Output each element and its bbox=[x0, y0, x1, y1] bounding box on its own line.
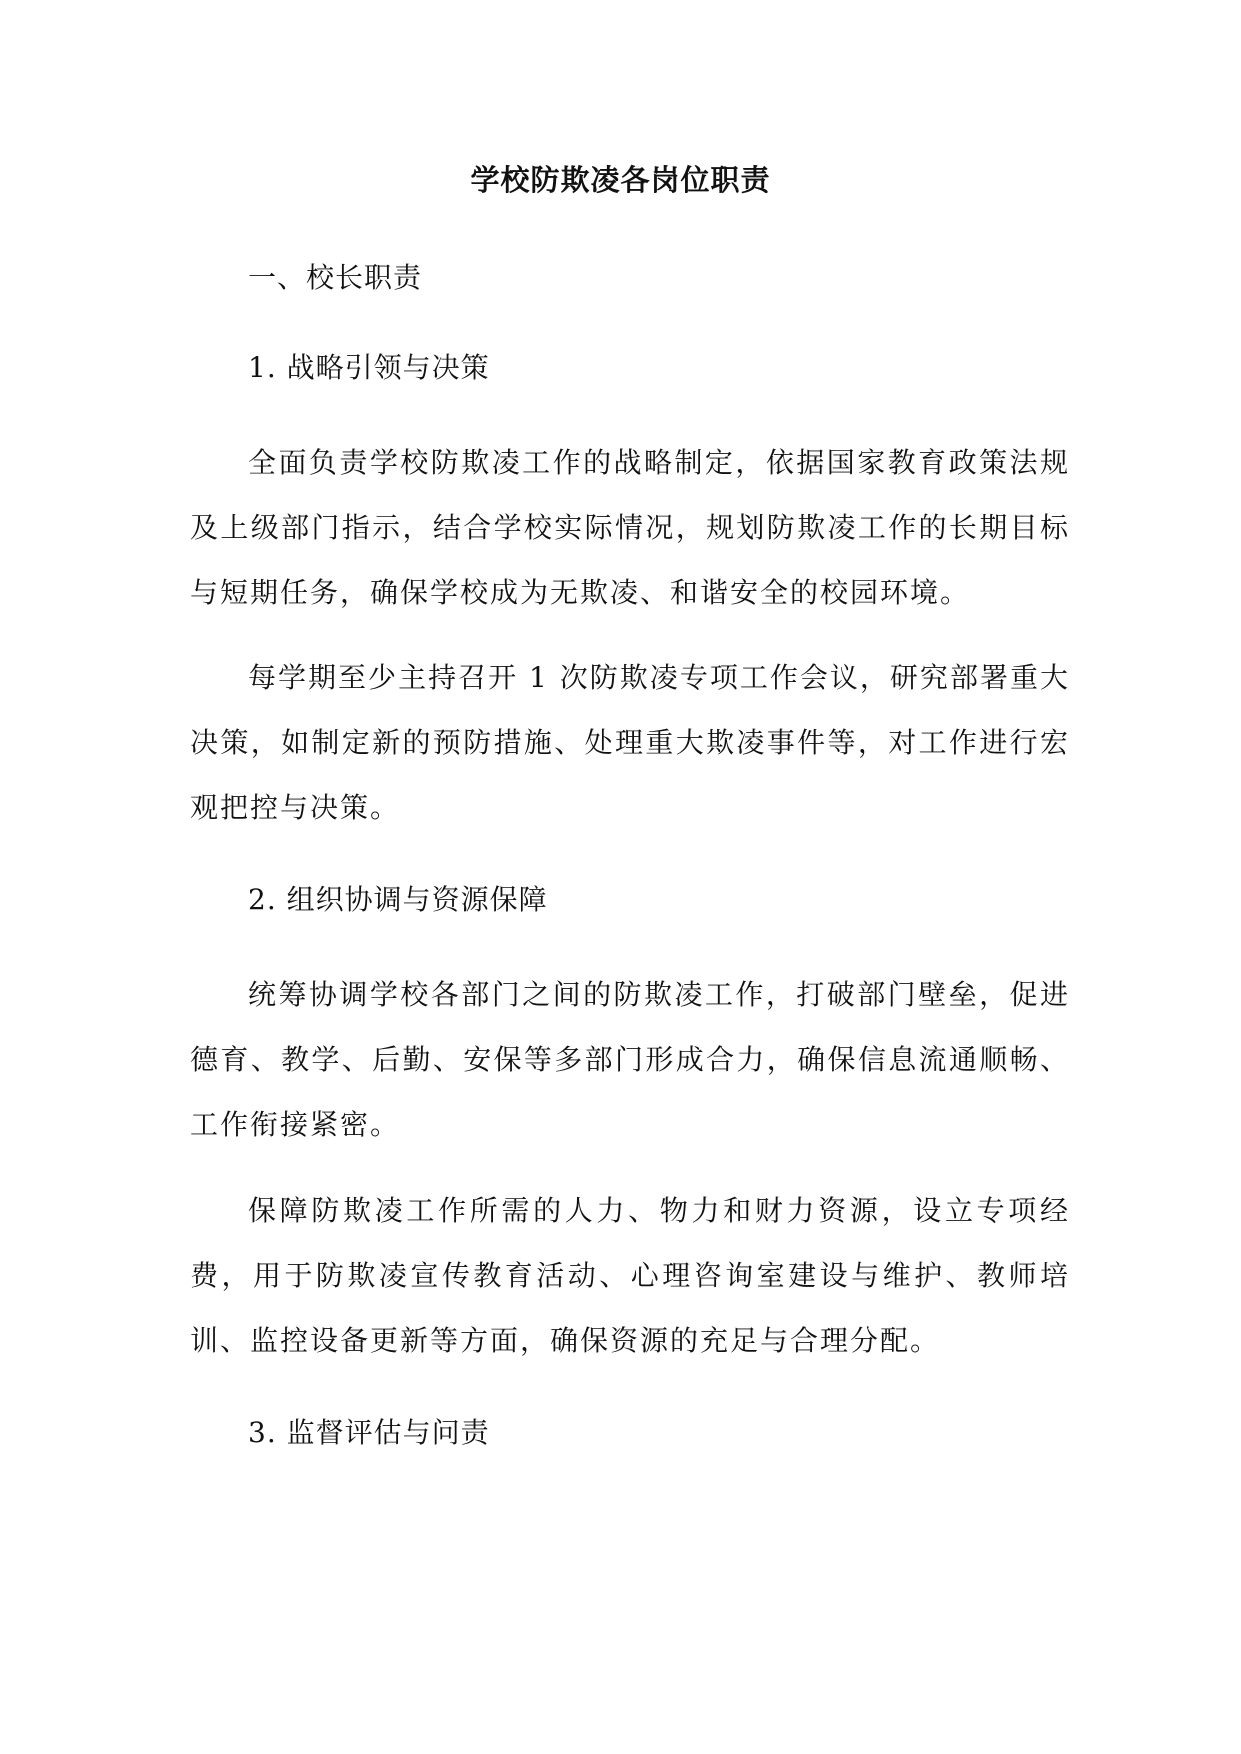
section-heading-principal: 一、校长职责 bbox=[248, 261, 423, 294]
paragraph-coordination-1: 统筹协调学校各部门之间的防欺凌工作，打破部门壁垒，促进德育、教学、后勤、安保等多部门形成合力，确保信息流通顺畅、工作衔接紧密。 bbox=[190, 978, 1070, 1141]
subheading-coordination: 2. 组织协调与资源保障 bbox=[248, 883, 548, 916]
subheading-strategy: 1. 战略引领与决策 bbox=[248, 351, 490, 384]
paragraph-strategy-1: 全面负责学校防欺凌工作的战略制定，依据国家教育政策法规及上级部门指示，结合学校实际情况，规划防欺凌工作的长期目标与短期任务，确保学校成为无欺凌、和谐安全的校园环境。 bbox=[190, 446, 1070, 609]
paragraph-strategy-2: 每学期至少主持召开 1 次防欺凌专项工作会议，研究部署重大决策，如制定新的预防措施、处理重大欺凌事件等，对工作进行宏观把控与决策。 bbox=[190, 661, 1070, 824]
subheading-supervision: 3. 监督评估与问责 bbox=[248, 1416, 490, 1449]
paragraph-coordination-2: 保障防欺凌工作所需的人力、物力和财力资源，设立专项经费，用于防欺凌宣传教育活动、心理咨询室建设与维护、教师培训、监控设备更新等方面，确保资源的充足与合理分配。 bbox=[190, 1194, 1070, 1357]
page-title: 学校防欺凌各岗位职责 bbox=[470, 163, 771, 197]
